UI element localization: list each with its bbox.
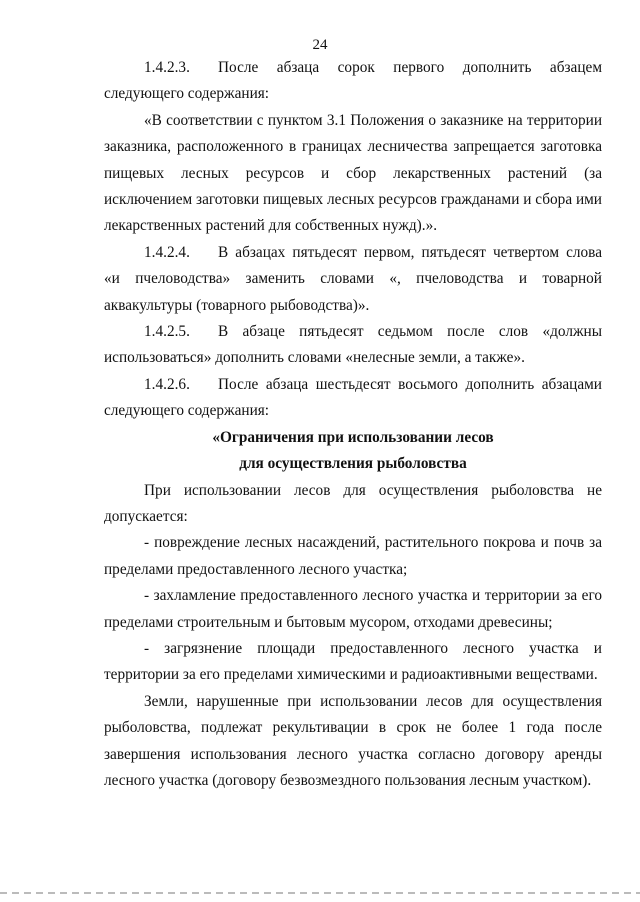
- scan-edge-line: [0, 892, 640, 894]
- clause-number: 1.4.2.3.: [144, 59, 190, 76]
- section-heading-line-1: «Ограничения при использовании лесов: [212, 428, 494, 446]
- paragraph-text: В абзаце пятьдесят седьмом после слов «должны использоваться» дополнить словами «нелесные земли, а также».: [104, 323, 602, 367]
- paragraph-text: После абзаца шестьдесят восьмого дополнить абзацами следующего содержания:: [104, 375, 602, 420]
- list-item: - повреждение лесных насаждений, растительного покрова и почв за пределами предоставленного лесного участка;: [104, 534, 602, 578]
- clause-number: 1.4.2.4.: [144, 243, 190, 261]
- quoted-paragraph: «В соответствии с пунктом 3.1 Положения о заказнике на территории заказника, расположенного в границах лесничества запрещается заготовка пищевых лесных ресурсов и сбор лекарственных растений (за исключением заготовки пищевых лесных ресурсов гражданами и сбора ими лекарственных растений для собственных нужд).».: [104, 111, 602, 235]
- section-intro: При использовании лесов для осуществления рыболовства не допускается:: [104, 481, 602, 525]
- paragraph-1-4-2-5: [104, 319, 602, 372]
- section-heading-line-2: для осуществления рыболовства: [239, 455, 467, 473]
- clause-number: 1.4.2.5.: [144, 323, 190, 341]
- paragraph-1-4-2-3: [104, 55, 602, 108]
- paragraph-1-4-2-6: [104, 372, 602, 425]
- paragraph-1-4-2-4: [104, 240, 602, 319]
- paragraph-text: После абзаца сорок первого дополнить абзацем следующего содержания:: [104, 59, 602, 103]
- closing-paragraph: Земли, нарушенные при использовании лесов для осуществления рыболовства, подлежат рекультивации в срок не более 1 года после завершения использования лесного участка согласно договору аренды лесного участка (договору безвозмездного пользования лесным участком).: [104, 692, 602, 789]
- list-item: - захламление предоставленного лесного участка и территории за его пределами строительным и бытовым мусором, отходами древесины;: [104, 587, 602, 631]
- document-body: [104, 55, 602, 794]
- paragraph-text: В абзацах пятьдесят первом, пятьдесят четвертом слова «и пчеловодства» заменить словами «, пчеловодства и товарной аквакультуры (товарного рыбоводства)».: [104, 243, 602, 314]
- list-item: - загрязнение площади предоставленного лесного участка и территории за его пределами химическими и радиоактивными веществами.: [104, 639, 602, 684]
- clause-number: 1.4.2.6.: [144, 375, 190, 393]
- page-number: 24: [312, 37, 328, 53]
